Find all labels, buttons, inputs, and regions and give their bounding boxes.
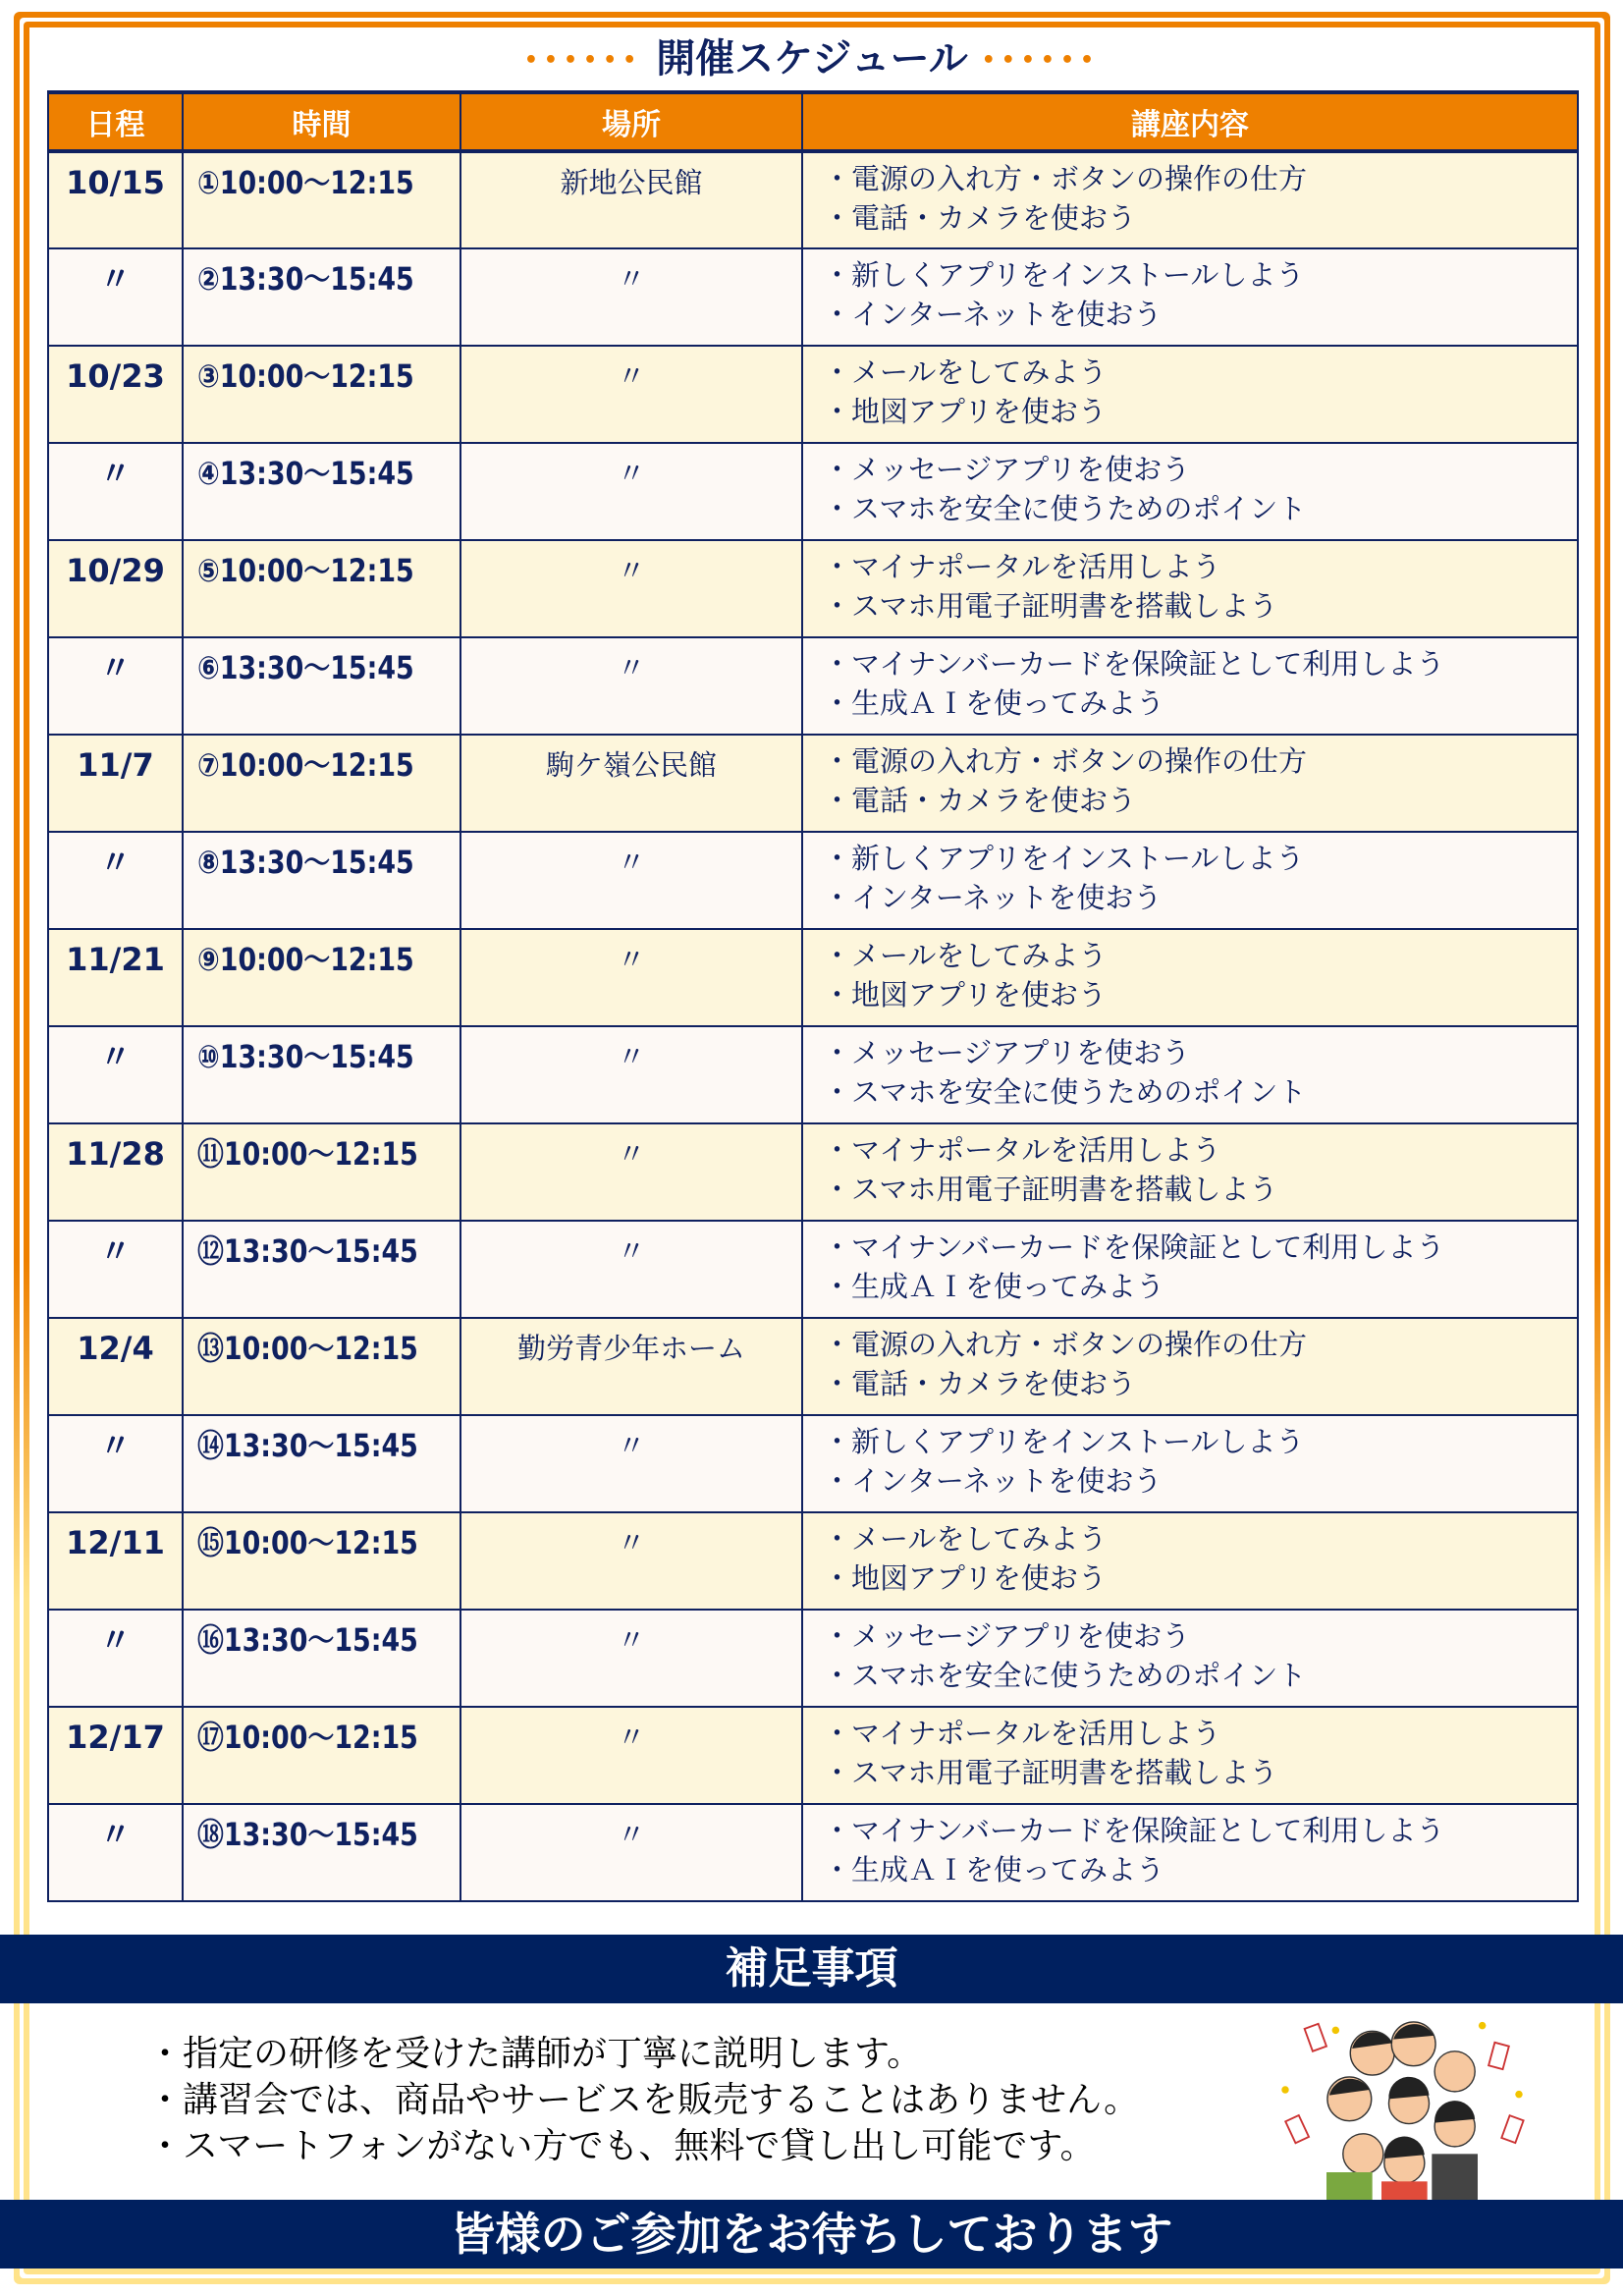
session-time: ⑥13:30〜15:45: [197, 649, 414, 686]
session-content: [802, 1221, 1578, 1318]
session-time: ⑧13:30〜15:45: [197, 844, 414, 881]
content-line: ・地図アプリを使おう: [823, 395, 1107, 428]
content-line: ・新しくアプリをインストールしよう: [823, 842, 1305, 875]
content-line: ・マイナンバーカードを保険証として利用しよう: [823, 647, 1445, 681]
session-date: 10/23: [48, 346, 183, 443]
session-place: 〃: [460, 248, 802, 346]
content-line: ・電話・カメラを使おう: [823, 1367, 1137, 1400]
header-content: 講座内容: [802, 92, 1578, 151]
session-time: ⑬10:00〜12:15: [197, 1330, 418, 1367]
session-time: ②13:30〜15:45: [197, 260, 414, 298]
session-time-cell: [183, 1026, 460, 1123]
content-line: ・メッセージアプリを使おう: [823, 453, 1191, 486]
session-time-cell: [183, 1707, 460, 1804]
content-line: ・新しくアプリをインストールしよう: [823, 258, 1305, 292]
table-row: [48, 735, 1578, 832]
content-line: ・スマホを安全に使うためのポイント: [823, 1075, 1307, 1109]
table-row: [48, 1318, 1578, 1415]
session-date: 〃: [48, 1804, 183, 1901]
session-date: 〃: [48, 637, 183, 735]
flyer-page: [29, 27, 1595, 2269]
session-time-cell: [183, 735, 460, 832]
table-row: [48, 248, 1578, 346]
session-time: ③10:00〜12:15: [197, 357, 414, 395]
header-place: 場所: [460, 92, 802, 151]
closing-message: 皆様のご参加をお待ちしております: [0, 2200, 1623, 2269]
session-time-cell: [183, 832, 460, 929]
session-date: 〃: [48, 1415, 183, 1512]
content-line: ・電話・カメラを使おう: [823, 784, 1137, 817]
session-place: 〃: [460, 1512, 802, 1610]
content-line: ・インターネットを使おう: [823, 1464, 1163, 1498]
session-time: ⑫13:30〜15:45: [197, 1232, 418, 1270]
session-place: 〃: [460, 1026, 802, 1123]
content-line: ・メールをしてみよう: [823, 1522, 1108, 1556]
content-line: ・メッセージアプリを使おう: [823, 1619, 1191, 1653]
session-date: 〃: [48, 1221, 183, 1318]
content-line: ・マイナポータルを活用しよう: [823, 1717, 1221, 1750]
session-date: 12/4: [48, 1318, 183, 1415]
session-place: 〃: [460, 1123, 802, 1221]
content-line: ・スマホ用電子証明書を搭載しよう: [823, 1756, 1278, 1789]
table-row: [48, 832, 1578, 929]
note-item: ・講習会では、商品やサービスを販売することはありません。: [147, 2080, 1140, 2120]
session-place: 〃: [460, 1610, 802, 1707]
session-time-cell: [183, 1123, 460, 1221]
schedule-table: [47, 90, 1579, 1902]
session-time: ⑱13:30〜15:45: [197, 1816, 418, 1853]
session-time-cell: [183, 151, 460, 248]
session-time-cell: [183, 540, 460, 637]
session-content: [802, 248, 1578, 346]
content-line: ・電話・カメラを使おう: [823, 201, 1137, 235]
session-place: 新地公民館: [460, 151, 802, 248]
content-line: ・スマホ用電子証明書を搭載しよう: [823, 589, 1278, 623]
content-line: ・地図アプリを使おう: [823, 1561, 1107, 1595]
content-line: ・インターネットを使おう: [823, 881, 1163, 914]
content-line: ・スマホを安全に使うためのポイント: [823, 492, 1307, 525]
session-date: 10/15: [48, 151, 183, 248]
table-row: [48, 540, 1578, 637]
session-content: [802, 443, 1578, 540]
table-row: [48, 1707, 1578, 1804]
content-line: ・マイナンバーカードを保険証として利用しよう: [823, 1814, 1445, 1847]
session-time: ⑤10:00〜12:15: [197, 552, 414, 589]
session-place: 〃: [460, 346, 802, 443]
session-date: 11/28: [48, 1123, 183, 1221]
header-date: 日程: [48, 92, 183, 151]
content-line: ・電源の入れ方・ボタンの操作の仕方: [823, 162, 1308, 195]
session-time-cell: [183, 248, 460, 346]
table-row: [48, 1415, 1578, 1512]
session-date: 10/29: [48, 540, 183, 637]
session-content: [802, 1512, 1578, 1610]
content-line: ・メールをしてみよう: [823, 939, 1108, 972]
session-time-cell: [183, 1610, 460, 1707]
content-line: ・地図アプリを使おう: [823, 978, 1107, 1011]
session-place: 〃: [460, 540, 802, 637]
session-content: [802, 832, 1578, 929]
session-content: [802, 929, 1578, 1026]
session-content: [802, 637, 1578, 735]
table-row: [48, 1026, 1578, 1123]
table-row: [48, 346, 1578, 443]
session-place: 勤労青少年ホーム: [460, 1318, 802, 1415]
session-date: 〃: [48, 832, 183, 929]
session-place: 〃: [460, 1804, 802, 1901]
session-place: 〃: [460, 1221, 802, 1318]
session-time-cell: [183, 1221, 460, 1318]
session-content: [802, 1026, 1578, 1123]
session-content: [802, 346, 1578, 443]
session-time: ④13:30〜15:45: [197, 455, 414, 492]
session-date: 12/17: [48, 1707, 183, 1804]
session-place: 〃: [460, 929, 802, 1026]
session-time-cell: [183, 637, 460, 735]
session-time: ①10:00〜12:15: [197, 164, 414, 201]
people-with-smartphones-illustration: [1267, 2007, 1551, 2200]
session-content: [802, 1123, 1578, 1221]
note-item: ・スマートフォンがない方でも、無料で貸し出し可能です。: [147, 2126, 1096, 2166]
content-line: ・マイナポータルを活用しよう: [823, 550, 1221, 583]
session-time-cell: [183, 346, 460, 443]
session-time-cell: [183, 1318, 460, 1415]
session-time-cell: [183, 1804, 460, 1901]
note-item: ・指定の研修を受けた講師が丁寧に説明します。: [147, 2034, 923, 2074]
session-time: ⑨10:00〜12:15: [197, 941, 414, 978]
table-row: [48, 1221, 1578, 1318]
session-place: 〃: [460, 1707, 802, 1804]
notes-list: [147, 2031, 1139, 2169]
content-line: ・インターネットを使おう: [823, 298, 1163, 331]
session-place: 駒ケ嶺公民館: [460, 735, 802, 832]
table-row: [48, 1123, 1578, 1221]
session-time-cell: [183, 1512, 460, 1610]
notes-heading: 補足事項: [0, 1935, 1623, 2003]
session-time-cell: [183, 443, 460, 540]
content-line: ・生成ＡＩを使ってみよう: [823, 686, 1165, 720]
table-header: [48, 92, 1578, 151]
session-content: [802, 1707, 1578, 1804]
content-line: ・新しくアプリをインストールしよう: [823, 1425, 1305, 1458]
title-dots-left: ••••••: [523, 48, 643, 73]
header-time: 時間: [183, 92, 460, 151]
content-line: ・生成ＡＩを使ってみよう: [823, 1853, 1165, 1886]
session-time: ⑩13:30〜15:45: [197, 1038, 414, 1075]
session-place: 〃: [460, 1415, 802, 1512]
content-line: ・スマホを安全に使うためのポイント: [823, 1659, 1307, 1692]
session-time: ⑪10:00〜12:15: [197, 1135, 418, 1173]
table-row: [48, 443, 1578, 540]
session-date: 〃: [48, 443, 183, 540]
session-date: 〃: [48, 1026, 183, 1123]
session-date: 〃: [48, 248, 183, 346]
session-time: ⑮10:00〜12:15: [197, 1524, 418, 1561]
session-time: ⑰10:00〜12:15: [197, 1719, 418, 1756]
session-content: [802, 1610, 1578, 1707]
session-time: ⑯13:30〜15:45: [197, 1621, 418, 1659]
session-content: [802, 735, 1578, 832]
title-text: 開催スケジュール: [656, 36, 968, 82]
session-time-cell: [183, 1415, 460, 1512]
content-line: ・スマホ用電子証明書を搭載しよう: [823, 1173, 1278, 1206]
session-time: ⑭13:30〜15:45: [197, 1427, 418, 1464]
session-place: 〃: [460, 443, 802, 540]
session-time-cell: [183, 929, 460, 1026]
session-date: 11/7: [48, 735, 183, 832]
session-date: 12/11: [48, 1512, 183, 1610]
session-content: [802, 1415, 1578, 1512]
title-dots-right: ••••••: [981, 48, 1101, 73]
table-row: [48, 151, 1578, 248]
table-row: [48, 1512, 1578, 1610]
content-line: ・マイナンバーカードを保険証として利用しよう: [823, 1230, 1445, 1264]
content-line: ・メールをしてみよう: [823, 355, 1108, 389]
session-place: 〃: [460, 637, 802, 735]
table-row: [48, 929, 1578, 1026]
session-place: 〃: [460, 832, 802, 929]
session-content: [802, 151, 1578, 248]
content-line: ・電源の入れ方・ボタンの操作の仕方: [823, 744, 1308, 778]
content-line: ・生成ＡＩを使ってみよう: [823, 1270, 1165, 1303]
table-row: [48, 1804, 1578, 1901]
content-line: ・メッセージアプリを使おう: [823, 1036, 1191, 1069]
session-content: [802, 1318, 1578, 1415]
session-content: [802, 540, 1578, 637]
session-date: 〃: [48, 1610, 183, 1707]
session-time: ⑦10:00〜12:15: [197, 746, 414, 784]
table-row: [48, 637, 1578, 735]
content-line: ・マイナポータルを活用しよう: [823, 1133, 1221, 1167]
session-content: [802, 1804, 1578, 1901]
table-row: [48, 1610, 1578, 1707]
schedule-title: [29, 33, 1595, 84]
content-line: ・電源の入れ方・ボタンの操作の仕方: [823, 1328, 1308, 1361]
session-date: 11/21: [48, 929, 183, 1026]
